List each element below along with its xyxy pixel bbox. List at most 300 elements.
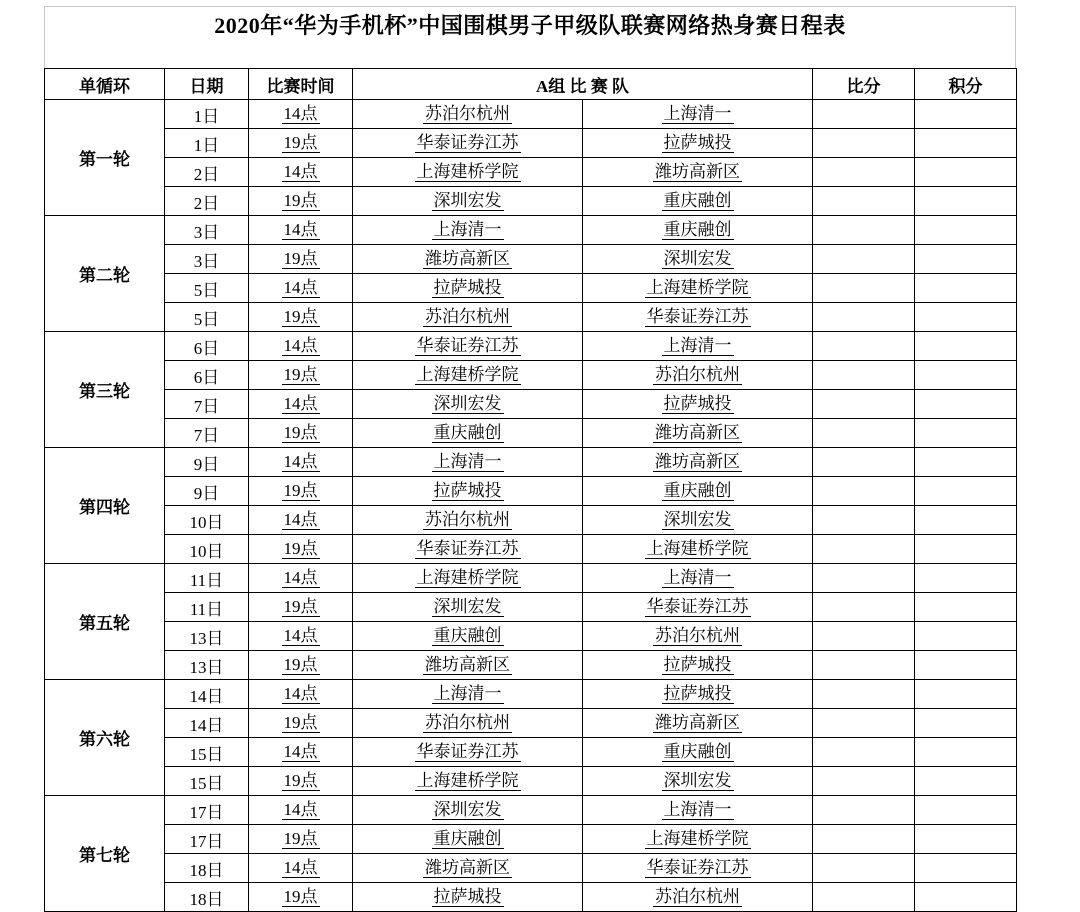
team-away [583, 158, 813, 187]
document-title-row [44, 6, 1016, 42]
match-date: 11日 [165, 593, 249, 622]
team-away [583, 709, 813, 738]
team-home [353, 187, 583, 216]
match-score[interactable] [813, 535, 915, 564]
match-points[interactable] [915, 854, 1017, 883]
match-time-text: 14点 [283, 858, 318, 877]
team-home [353, 158, 583, 187]
team-home [353, 680, 583, 709]
team-away [583, 593, 813, 622]
match-date: 9日 [165, 477, 249, 506]
team-away-text: 拉萨城投 [663, 394, 732, 413]
team-home-text: 上海建桥学院 [416, 162, 519, 181]
team-away [583, 419, 813, 448]
table-row [45, 100, 1017, 129]
team-home-text: 华泰证券江苏 [416, 336, 519, 355]
round-label: 第七轮 [45, 796, 165, 912]
match-time-text: 19点 [283, 539, 318, 558]
match-score[interactable] [813, 390, 915, 419]
match-score[interactable] [813, 854, 915, 883]
match-time [249, 332, 353, 361]
table-row [45, 622, 1017, 651]
match-time-text: 14点 [283, 800, 318, 819]
team-away-text: 潍坊高新区 [655, 162, 740, 181]
match-points[interactable] [915, 796, 1017, 825]
match-time [249, 303, 353, 332]
team-away [583, 303, 813, 332]
team-away [583, 448, 813, 477]
match-points[interactable] [915, 216, 1017, 245]
team-away [583, 883, 813, 912]
team-away [583, 767, 813, 796]
match-points[interactable] [915, 593, 1017, 622]
team-home-text: 潍坊高新区 [425, 655, 510, 674]
match-time [249, 564, 353, 593]
round-label: 第五轮 [45, 564, 165, 680]
team-home-text: 上海建桥学院 [416, 771, 519, 790]
team-home-text: 潍坊高新区 [425, 249, 510, 268]
match-time [249, 100, 353, 129]
team-home [353, 738, 583, 767]
team-away [583, 622, 813, 651]
team-home [353, 651, 583, 680]
match-time [249, 390, 353, 419]
team-away-text: 重庆融创 [663, 742, 732, 761]
match-date: 2日 [165, 158, 249, 187]
match-points[interactable] [915, 187, 1017, 216]
match-time-text: 19点 [283, 365, 318, 384]
team-away [583, 506, 813, 535]
match-date: 11日 [165, 564, 249, 593]
team-away [583, 535, 813, 564]
team-home [353, 506, 583, 535]
match-time [249, 187, 353, 216]
match-time [249, 419, 353, 448]
team-home [353, 883, 583, 912]
team-home-text: 苏泊尔杭州 [425, 713, 510, 732]
match-time-text: 14点 [283, 278, 318, 297]
table-header-row [45, 69, 1017, 100]
match-date: 15日 [165, 738, 249, 767]
table-row [45, 158, 1017, 187]
match-points[interactable] [915, 535, 1017, 564]
team-away [583, 129, 813, 158]
table-header [45, 69, 1017, 100]
match-time [249, 825, 353, 854]
team-home-text: 上海清一 [433, 684, 502, 703]
team-away-text: 上海建桥学院 [646, 539, 749, 558]
match-time [249, 622, 353, 651]
match-points[interactable] [915, 767, 1017, 796]
table-row [45, 535, 1017, 564]
match-time [249, 854, 353, 883]
match-points[interactable] [915, 651, 1017, 680]
match-date: 6日 [165, 361, 249, 390]
team-home-text: 上海清一 [433, 220, 502, 239]
team-home [353, 593, 583, 622]
match-time [249, 129, 353, 158]
match-score[interactable] [813, 187, 915, 216]
match-date: 7日 [165, 390, 249, 419]
match-date: 17日 [165, 796, 249, 825]
match-score[interactable] [813, 100, 915, 129]
match-points[interactable] [915, 825, 1017, 854]
blank-spacer-row [44, 42, 1016, 68]
match-time-text: 14点 [283, 684, 318, 703]
table-row [45, 854, 1017, 883]
match-date: 5日 [165, 274, 249, 303]
team-away-text: 苏泊尔杭州 [655, 365, 740, 384]
match-date: 18日 [165, 883, 249, 912]
team-away-text: 苏泊尔杭州 [655, 626, 740, 645]
match-date: 15日 [165, 767, 249, 796]
team-away [583, 100, 813, 129]
match-date: 10日 [165, 506, 249, 535]
match-score[interactable] [813, 303, 915, 332]
match-points[interactable] [915, 303, 1017, 332]
column-header-round: 单循环 [45, 69, 165, 100]
table-row [45, 448, 1017, 477]
team-away [583, 187, 813, 216]
match-score[interactable] [813, 274, 915, 303]
team-home [353, 216, 583, 245]
match-score[interactable] [813, 216, 915, 245]
match-score[interactable] [813, 158, 915, 187]
match-points[interactable] [915, 622, 1017, 651]
match-date: 14日 [165, 709, 249, 738]
match-date: 18日 [165, 854, 249, 883]
match-points[interactable] [915, 390, 1017, 419]
table-row [45, 651, 1017, 680]
match-time-text: 19点 [283, 191, 318, 210]
match-points[interactable] [915, 129, 1017, 158]
match-time-text: 19点 [283, 655, 318, 674]
team-home [353, 332, 583, 361]
round-label: 第六轮 [45, 680, 165, 796]
team-away-text: 上海清一 [663, 568, 732, 587]
match-points[interactable] [915, 709, 1017, 738]
team-away [583, 332, 813, 361]
match-points[interactable] [915, 883, 1017, 912]
team-away-text: 深圳宏发 [663, 771, 732, 790]
match-time-text: 19点 [283, 597, 318, 616]
team-home [353, 274, 583, 303]
team-home-text: 重庆融创 [433, 423, 502, 442]
match-time [249, 709, 353, 738]
table-row [45, 796, 1017, 825]
team-away-text: 潍坊高新区 [655, 423, 740, 442]
team-away [583, 477, 813, 506]
match-time-text: 14点 [283, 394, 318, 413]
team-home [353, 709, 583, 738]
match-time [249, 361, 353, 390]
match-points[interactable] [915, 506, 1017, 535]
table-row [45, 825, 1017, 854]
match-points[interactable] [915, 448, 1017, 477]
team-home [353, 767, 583, 796]
match-date: 2日 [165, 187, 249, 216]
table-row [45, 390, 1017, 419]
table-row [45, 332, 1017, 361]
team-home-text: 苏泊尔杭州 [425, 104, 510, 123]
match-score[interactable] [813, 796, 915, 825]
team-away [583, 216, 813, 245]
team-home-text: 苏泊尔杭州 [425, 307, 510, 326]
team-home-text: 深圳宏发 [433, 800, 502, 819]
team-home-text: 拉萨城投 [433, 278, 502, 297]
match-time-text: 14点 [283, 626, 318, 645]
team-away-text: 潍坊高新区 [655, 452, 740, 471]
table-row [45, 245, 1017, 274]
team-away [583, 854, 813, 883]
match-time [249, 680, 353, 709]
team-away-text: 上海清一 [663, 104, 732, 123]
team-away [583, 390, 813, 419]
match-date: 1日 [165, 100, 249, 129]
match-time [249, 738, 353, 767]
round-label: 第一轮 [45, 100, 165, 216]
team-home [353, 419, 583, 448]
match-time-text: 19点 [283, 713, 318, 732]
team-home-text: 潍坊高新区 [425, 858, 510, 877]
match-time [249, 535, 353, 564]
match-time [249, 506, 353, 535]
match-date: 3日 [165, 245, 249, 274]
team-home [353, 796, 583, 825]
team-away-text: 深圳宏发 [663, 510, 732, 529]
match-time-text: 14点 [283, 742, 318, 761]
match-score[interactable] [813, 883, 915, 912]
team-away [583, 361, 813, 390]
match-score[interactable] [813, 332, 915, 361]
match-time-text: 19点 [283, 887, 318, 906]
match-time-text: 14点 [283, 220, 318, 239]
match-date: 5日 [165, 303, 249, 332]
match-time [249, 796, 353, 825]
table-row [45, 361, 1017, 390]
match-date: 13日 [165, 651, 249, 680]
match-points[interactable] [915, 419, 1017, 448]
table-row [45, 564, 1017, 593]
team-away [583, 564, 813, 593]
team-home-text: 重庆融创 [433, 829, 502, 848]
team-away-text: 潍坊高新区 [655, 713, 740, 732]
team-home [353, 245, 583, 274]
match-score[interactable] [813, 419, 915, 448]
match-time-text: 19点 [283, 307, 318, 326]
team-home-text: 拉萨城投 [433, 887, 502, 906]
table-row [45, 709, 1017, 738]
table-row [45, 883, 1017, 912]
table-row [45, 738, 1017, 767]
match-score[interactable] [813, 622, 915, 651]
match-time [249, 651, 353, 680]
team-home [353, 854, 583, 883]
match-date: 1日 [165, 129, 249, 158]
match-points[interactable] [915, 332, 1017, 361]
team-away-text: 苏泊尔杭州 [655, 887, 740, 906]
schedule-table [44, 68, 1017, 912]
team-away-text: 拉萨城投 [663, 133, 732, 152]
match-time-text: 14点 [283, 452, 318, 471]
match-time-text: 19点 [283, 771, 318, 790]
team-home-text: 深圳宏发 [433, 191, 502, 210]
match-time [249, 477, 353, 506]
table-row [45, 767, 1017, 796]
match-time [249, 767, 353, 796]
match-score[interactable] [813, 361, 915, 390]
match-time-text: 19点 [283, 423, 318, 442]
team-home [353, 477, 583, 506]
team-away [583, 274, 813, 303]
match-score[interactable] [813, 680, 915, 709]
table-row [45, 680, 1017, 709]
team-home [353, 448, 583, 477]
match-time-text: 19点 [283, 133, 318, 152]
match-date: 6日 [165, 332, 249, 361]
table-row [45, 303, 1017, 332]
table-row [45, 419, 1017, 448]
round-label: 第二轮 [45, 216, 165, 332]
match-time [249, 448, 353, 477]
team-home-text: 上海清一 [433, 452, 502, 471]
match-points[interactable] [915, 738, 1017, 767]
team-home [353, 361, 583, 390]
match-time [249, 216, 353, 245]
match-time-text: 19点 [283, 249, 318, 268]
match-score[interactable] [813, 825, 915, 854]
team-home-text: 华泰证券江苏 [416, 133, 519, 152]
table-row [45, 129, 1017, 158]
team-home-text: 重庆融创 [433, 626, 502, 645]
team-home-text: 华泰证券江苏 [416, 539, 519, 558]
match-score[interactable] [813, 709, 915, 738]
match-date: 14日 [165, 680, 249, 709]
round-label: 第四轮 [45, 448, 165, 564]
match-time [249, 593, 353, 622]
match-points[interactable] [915, 274, 1017, 303]
match-date: 17日 [165, 825, 249, 854]
team-away-text: 拉萨城投 [663, 655, 732, 674]
match-date: 9日 [165, 448, 249, 477]
match-points[interactable] [915, 100, 1017, 129]
match-points[interactable] [915, 477, 1017, 506]
team-away-text: 上海建桥学院 [646, 278, 749, 297]
team-home-text: 苏泊尔杭州 [425, 510, 510, 529]
match-time-text: 14点 [283, 510, 318, 529]
column-header-date: 日期 [165, 69, 249, 100]
match-points[interactable] [915, 158, 1017, 187]
match-score[interactable] [813, 651, 915, 680]
match-points[interactable] [915, 245, 1017, 274]
team-home-text: 深圳宏发 [433, 394, 502, 413]
match-time-text: 19点 [283, 829, 318, 848]
team-away [583, 680, 813, 709]
team-home [353, 564, 583, 593]
match-points[interactable] [915, 564, 1017, 593]
match-points[interactable] [915, 361, 1017, 390]
table-row [45, 506, 1017, 535]
team-away-text: 重庆融创 [663, 191, 732, 210]
match-score[interactable] [813, 738, 915, 767]
team-home-text: 华泰证券江苏 [416, 742, 519, 761]
page-title: 2020年“华为手机杯”中国围棋男子甲级队联赛网络热身赛日程表 [214, 13, 846, 38]
team-home [353, 303, 583, 332]
team-away-text: 上海清一 [663, 336, 732, 355]
team-away-text: 上海清一 [663, 800, 732, 819]
team-home [353, 825, 583, 854]
match-score[interactable] [813, 506, 915, 535]
match-score[interactable] [813, 129, 915, 158]
table-row [45, 477, 1017, 506]
match-time-text: 19点 [283, 481, 318, 500]
team-away-text: 华泰证券江苏 [646, 597, 749, 616]
match-time [249, 883, 353, 912]
team-home-text: 上海建桥学院 [416, 365, 519, 384]
match-time-text: 14点 [283, 568, 318, 587]
match-score[interactable] [813, 767, 915, 796]
team-away [583, 825, 813, 854]
table-row [45, 593, 1017, 622]
match-time-text: 14点 [283, 104, 318, 123]
match-date: 7日 [165, 419, 249, 448]
team-away-text: 深圳宏发 [663, 249, 732, 268]
team-away-text: 拉萨城投 [663, 684, 732, 703]
team-home [353, 535, 583, 564]
match-date: 10日 [165, 535, 249, 564]
team-away [583, 796, 813, 825]
team-away [583, 245, 813, 274]
team-home [353, 622, 583, 651]
table-row [45, 187, 1017, 216]
column-header-points: 积分 [915, 69, 1017, 100]
match-time-text: 14点 [283, 336, 318, 355]
match-time [249, 245, 353, 274]
match-time [249, 158, 353, 187]
team-away-text: 华泰证券江苏 [646, 307, 749, 326]
team-away [583, 651, 813, 680]
match-score[interactable] [813, 477, 915, 506]
team-away-text: 重庆融创 [663, 220, 732, 239]
match-score[interactable] [813, 245, 915, 274]
table-row [45, 216, 1017, 245]
table-body [45, 100, 1017, 912]
match-date: 3日 [165, 216, 249, 245]
match-date: 13日 [165, 622, 249, 651]
team-home-text: 拉萨城投 [433, 481, 502, 500]
match-time [249, 274, 353, 303]
match-time-text: 14点 [283, 162, 318, 181]
team-home [353, 100, 583, 129]
column-header-time: 比赛时间 [249, 69, 353, 100]
team-home-text: 上海建桥学院 [416, 568, 519, 587]
match-score[interactable] [813, 593, 915, 622]
team-away [583, 738, 813, 767]
match-score[interactable] [813, 448, 915, 477]
match-score[interactable] [813, 564, 915, 593]
team-away-text: 华泰证券江苏 [646, 858, 749, 877]
round-label: 第三轮 [45, 332, 165, 448]
team-away-text: 上海建桥学院 [646, 829, 749, 848]
team-away-text: 重庆融创 [663, 481, 732, 500]
column-header-match: A组 比 赛 队 [353, 69, 813, 100]
team-home [353, 129, 583, 158]
team-home [353, 390, 583, 419]
team-home-text: 深圳宏发 [433, 597, 502, 616]
match-points[interactable] [915, 680, 1017, 709]
table-row [45, 274, 1017, 303]
column-header-score: 比分 [813, 69, 915, 100]
